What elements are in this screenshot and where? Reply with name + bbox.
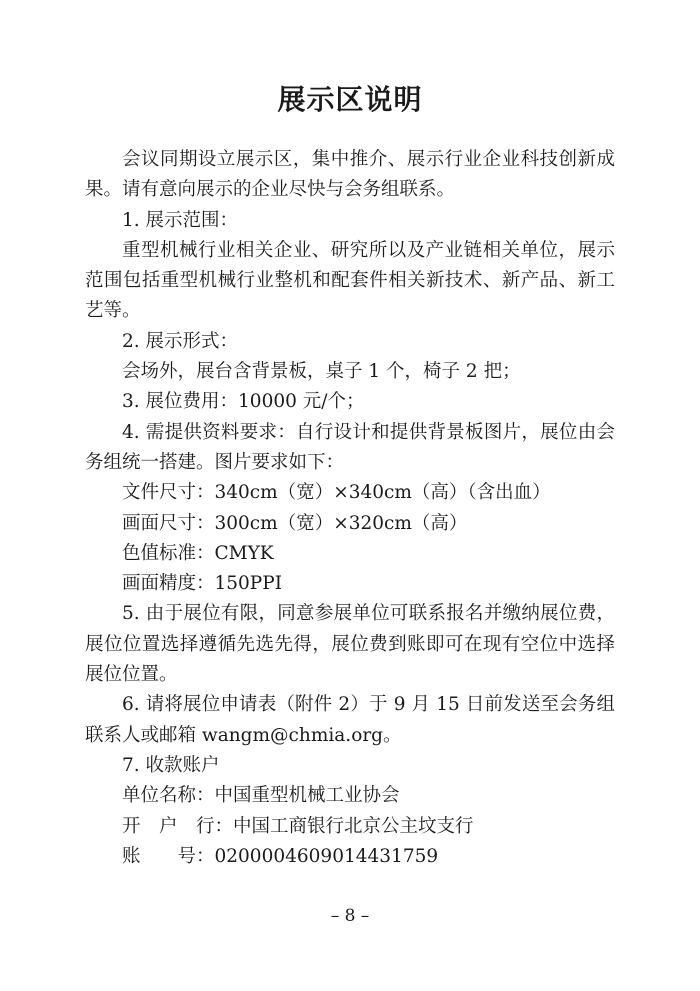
section-4: 4. 需提供资料要求：自行设计和提供背景板图片，展位由会务组统一搭建。图片要求如下：	[85, 421, 615, 473]
color-standard-line: 色值标准：CMYK	[122, 542, 274, 564]
file-size-line: 文件尺寸：340cm（宽）×340cm（高）（含出血）	[122, 482, 551, 504]
payee-account-line: 账 号：0200004609014431759	[122, 845, 439, 867]
payee-unit-line: 单位名称：中国重型机械工业协会	[122, 785, 400, 807]
section-3: 3. 展位费用：10000 元/个；	[122, 391, 365, 413]
section-6: 6. 请将展位申请表（附件 2）于 9 月 15 日前发送至会务组联系人或邮箱 wangm@chmia.org。	[85, 694, 615, 746]
section-7-heading: 7. 收款账户	[122, 754, 220, 776]
document-body	[85, 145, 615, 872]
section-2-heading: 2. 展示形式：	[122, 330, 239, 352]
section-5: 5. 由于展位有限，同意参展单位可联系报名并缴纳展位费，展位位置选择遵循先选先得，展位费到账即可在现有空位中选择展位位置。	[85, 603, 615, 686]
canvas-size-line: 画面尺寸：300cm（宽）×320cm（高）	[122, 512, 468, 534]
precision-line: 画面精度：150PPI	[122, 573, 283, 595]
intro-paragraph: 会议同期设立展示区，集中推介、展示行业企业科技创新成果。请有意向展示的企业尽快与会务组联系。	[85, 149, 615, 201]
section-1-body: 重型机械行业相关企业、研究所以及产业链相关单位，展示范围包括重型机械行业整机和配套件相关新技术、新产品、新工艺等。	[85, 239, 615, 322]
section-1-heading: 1. 展示范围：	[122, 209, 239, 231]
payee-bank-line: 开 户 行：中国工商银行北京公主坟支行	[122, 815, 474, 837]
document-title: 展示区说明	[277, 83, 423, 116]
page-number: – 8 –	[330, 906, 370, 926]
section-2-body: 会场外，展台含背景板，桌子 1 个，椅子 2 把；	[122, 361, 521, 383]
